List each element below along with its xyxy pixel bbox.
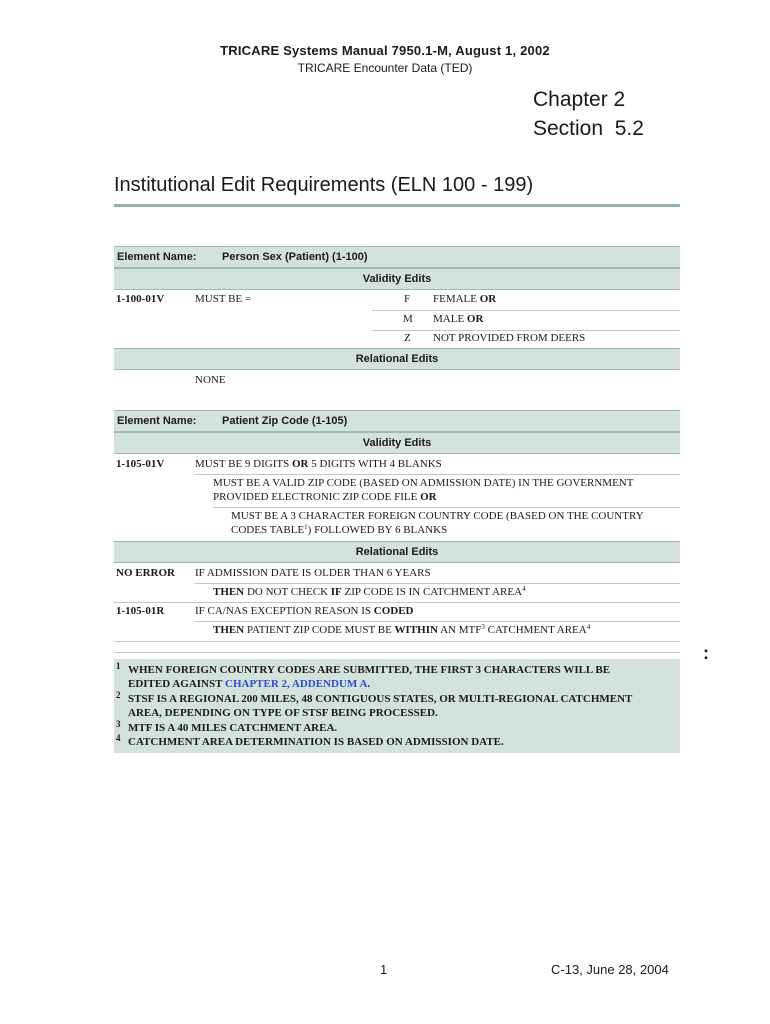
section-label: Section 5.2: [533, 117, 644, 140]
relational-id: NO ERROR: [116, 567, 175, 579]
element-name-band-2: [114, 410, 680, 432]
footnote-number: 3: [116, 719, 121, 729]
relational-edits-heading-2: Relational Edits: [114, 541, 680, 563]
footnotes-box: [114, 659, 680, 753]
row-divider: [114, 602, 680, 603]
footnote-line: WHEN FOREIGN COUNTRY CODES ARE SUBMITTED, THE FIRST 3 CHARACTERS WILL BE: [128, 664, 611, 676]
validity-line: MUST BE A VALID ZIP CODE (BASED ON ADMISSION DATE) IN THE GOVERNMENT: [213, 477, 634, 489]
element-name-value: Person Sex (Patient) (1-100): [222, 251, 368, 263]
relational-line: THEN PATIENT ZIP CODE MUST BE WITHIN AN MTF$^3$ CATCHMENT AREA$^4$: [213, 623, 591, 636]
element-name-label: Element Name:: [117, 251, 197, 263]
element-name-value: Patient Zip Code (1-105): [222, 415, 348, 427]
validity-line: PROVIDED ELECTRONIC ZIP CODE FILE OR: [213, 491, 437, 503]
edit-id: 1-100-01V: [116, 293, 165, 305]
page-title: Institutional Edit Requirements (ELN 100 - 199): [114, 174, 534, 196]
footnote-line: STSF IS A REGIONAL 200 MILES, 48 CONTIGUOUS STATES, OR MULTI-REGIONAL CATCHMENT: [128, 693, 633, 705]
code-m-desc: MALE OR: [433, 313, 484, 325]
row-divider: [195, 583, 680, 584]
code-z-desc: NOT PROVIDED FROM DEERS: [433, 332, 586, 344]
row-divider: [114, 652, 680, 653]
row-divider: [372, 310, 680, 311]
footnote-line: AREA, DEPENDING ON TYPE OF STSF BEING PROCESSED.: [128, 707, 438, 719]
page-date: C-13, June 28, 2004: [551, 962, 669, 977]
validity-edits-heading-1: Validity Edits: [114, 268, 680, 290]
footnote-line: EDITED AGAINST CHAPTER 2, ADDENDUM A.: [128, 678, 371, 690]
footnote-line: CATCHMENT AREA DETERMINATION IS BASED ON ADMISSION DATE.: [128, 736, 504, 748]
relational-edits-heading-1: Relational Edits: [114, 348, 680, 370]
element-name-label: Element Name:: [117, 415, 197, 427]
row-divider: [195, 474, 680, 475]
element-name-band-1: [114, 246, 680, 268]
code-f: F: [404, 293, 411, 305]
footnote-line: MTF IS A 40 MILES CATCHMENT AREA.: [128, 722, 338, 734]
relational-id: 1-105-01R: [116, 605, 165, 617]
manual-subheader: TRICARE Encounter Data (TED): [297, 61, 473, 75]
chapter-label: Chapter 2: [533, 88, 626, 111]
relational-none: NONE: [195, 374, 226, 386]
page-number: 1: [380, 962, 388, 977]
relational-line: IF ADMISSION DATE IS OLDER THAN 6 YEARS: [195, 567, 431, 579]
row-divider: [213, 507, 680, 508]
footnote-number: 2: [116, 690, 121, 700]
relational-line: THEN DO NOT CHECK IF ZIP CODE IS IN CATCHMENT AREA$^4$: [213, 585, 526, 598]
footnote-number: 1: [116, 661, 121, 671]
row-divider: [372, 330, 680, 331]
change-bar-mark: :: [703, 643, 709, 663]
row-divider: [114, 641, 680, 642]
code-z: Z: [404, 332, 411, 344]
code-f-desc: FEMALE OR: [433, 293, 497, 305]
chapter-2-addendum-a-link[interactable]: CHAPTER 2, ADDENDUM A: [225, 678, 368, 690]
validity-line: MUST BE 9 DIGITS OR 5 DIGITS WITH 4 BLANKS: [195, 458, 442, 470]
validity-line: MUST BE A 3 CHARACTER FOREIGN COUNTRY CODE (BASED ON THE COUNTRY: [231, 510, 644, 522]
title-divider: [114, 204, 680, 207]
code-m: M: [403, 313, 413, 325]
footnote-number: 4: [116, 733, 121, 743]
must-be-label: MUST BE =: [195, 293, 252, 305]
relational-line: IF CA/NAS EXCEPTION REASON IS CODED: [195, 605, 414, 617]
manual-header: TRICARE Systems Manual 7950.1-M, August 1, 2002: [220, 43, 550, 58]
edit-id: 1-105-01V: [116, 458, 165, 470]
validity-edits-heading-2: Validity Edits: [114, 432, 680, 454]
validity-line: CODES TABLE$^1$) FOLLOWED BY 6 BLANKS: [231, 523, 448, 536]
row-divider: [195, 621, 680, 622]
